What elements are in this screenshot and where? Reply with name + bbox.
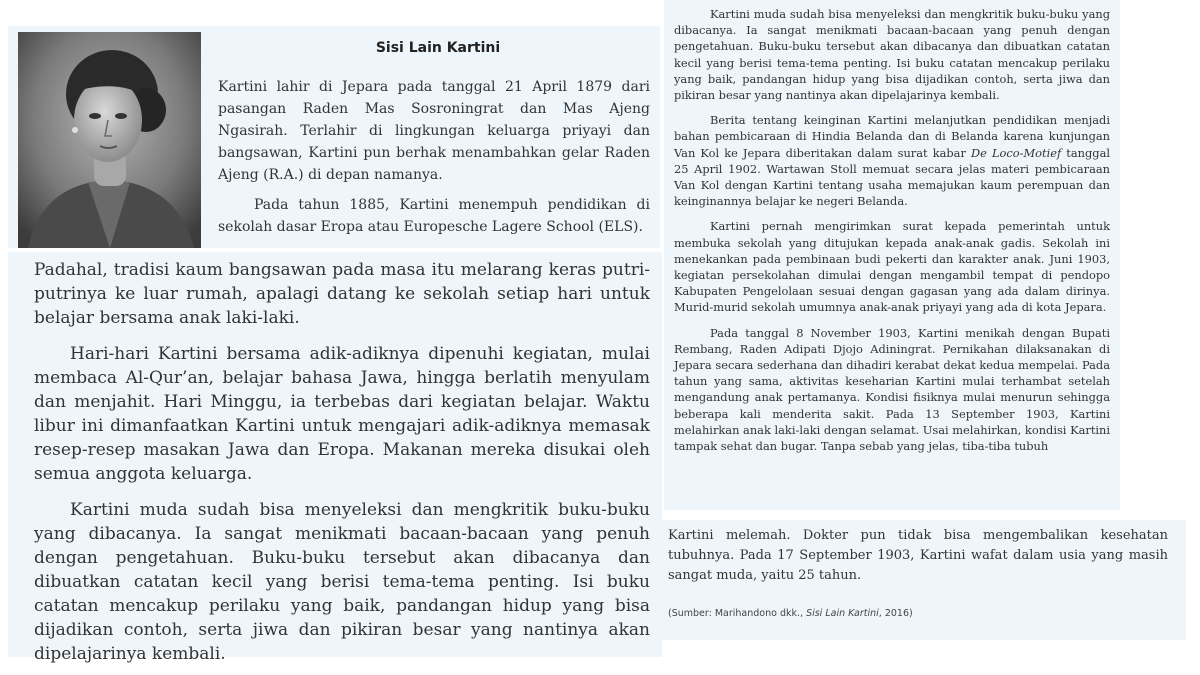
right-paragraph-4: Pada tanggal 8 November 1903, Kartini menikah dengan Bupati Rembang, Raden Adipati Djojo Adiningrat. Pernikahan dilaksanakan di Jepara secara sederhana dan dihadiri kerabat dekat kedua mempelai. Pada tahun yang sama, aktivitas keseharian Kartini mulai terhambat setelah mengandung anak pertamanya. Kondisi fisiknya mulai menurun sehingga beberapa kali menderita sakit. Pada 13 September 1903, Kartini melahirkan anak laki-laki dengan selamat. Usai melahirkan, kondisi Kartini tampak sehat dan bugar. Tanpa sebab yang jelas, tiba-tiba tubuh <box>674 325 1111 454</box>
intro-paragraph-2: Pada tahun 1885, Kartini menempuh pendidikan di sekolah dasar Eropa atau Europesche Lagere School (ELS). <box>218 197 650 235</box>
body-paragraph-1: Padahal, tradisi kaum bangsawan pada masa itu melarang keras putri-putrinya ke luar rumah, apalagi datang ke sekolah setiap hari untuk belajar bersama anak laki-laki. <box>34 260 650 328</box>
intro-text <box>218 76 650 238</box>
body-paragraph-3: Kartini muda sudah bisa menyeleksi dan mengkritik buku-buku yang dibacanya. Ia sangat menikmati bacaan-bacaan yang penuh dengan pengetahuan. Buku-buku tersebut akan dibacanya dan dibuatkan catatan kecil yang berisi tema-tema penting. Isi buku catatan mencakup perilaku yang baik, pandangan hidup yang bisa dijadikan contoh, serta jiwa dan pikiran besar yang nantinya akan dipelajarinya kembali. <box>34 500 650 664</box>
source-citation <box>668 608 1168 619</box>
right-paragraph-3: Kartini pernah mengirimkan surat kepada pemerintah untuk membuka sekolah yang ditujukan kepada anak-anak gadis. Sekolah ini menekankan pada pembinaan budi pekerti dan karakter anak. Juni 1903, kegiatan persekolahan dimulai dengan mengambil tempat di pendopo Kabupaten Pengelolaan sesuai dengan gagasan yang ada dalam dirinya. Murid-murid sekolah umumnya anak-anak priyayi yang ada di kota Jepara. <box>674 219 1110 315</box>
source-book-title: Sisi Lain Kartini <box>806 608 879 619</box>
right-paragraph-2 <box>674 112 1110 209</box>
main-text <box>34 258 650 666</box>
body-paragraph-2: Hari-hari Kartini bersama adik-adiknya dipenuhi kegiatan, mulai membaca Al-Qur’an, belajar bahasa Jawa, hingga berlatih menyulam dan menjahit. Hari Minggu, ia terbebas dari kegiatan belajar. Waktu libur ini dimanfaatkan Kartini untuk mengajari adik-adiknya memasak resep-resep masakan Jawa dan Eropa. Makanan mereka disukai oleh semua anggota keluarga. <box>34 344 650 484</box>
newspaper-name: De Loco-Motief <box>971 145 1062 160</box>
main-text-panel <box>8 252 662 664</box>
kartini-portrait-photo <box>18 32 201 248</box>
ending-panel <box>660 520 1186 640</box>
intro-panel <box>8 26 660 248</box>
source-prefix: (Sumber: Marihandono dkk., <box>668 608 807 619</box>
right-paragraph-2-start: Berita tentang keinginan Kartini melanjutkan pendidikan menjadi bahan pembicaraan di Hindia Belanda dan di Belanda karena kunjungan Van Kol ke Jepara diberitakan dalam surat kabar <box>674 113 1110 160</box>
right-paragraph-2-end: tanggal 25 April 1902. Wartawan Stoll memuat secara jelas materi pembicaraan Van Kol dengan Kartini tentang usaha memajukan kaum perempuan dan keinginannya belajar ke negeri Belanda. <box>674 145 1111 209</box>
right-column-panel <box>664 0 1120 510</box>
article-title: Sisi Lain Kartini <box>375 40 501 56</box>
portrait-illustration <box>18 32 201 248</box>
intro-paragraph-1: Kartini lahir di Jepara pada tanggal 21 April 1879 dari pasangan Raden Mas Sosroningrat dan Mas Ajeng Ngasirah. Terlahir di lingkungan keluarga priyayi dan bangsawan, Kartini pun berhak menambahkan gelar Raden Ajeng (R.A.) di depan namanya. <box>218 79 650 183</box>
right-paragraph-1: Kartini muda sudah bisa menyeleksi dan mengkritik buku-buku yang dibacanya. Ia sangat menikmati bacaan-bacaan yang penuh dengan pengetahuan. Buku-buku tersebut akan dibacanya dan dibuatkan catatan kecil yang berisi tema-tema penting. Isi buku catatan mencakup perilaku yang baik, pandangan hidup yang bisa dijadikan contoh, serta jiwa dan pikiran besar yang nantinya akan dipelajarinya kembali. <box>674 7 1110 103</box>
right-column-text <box>674 6 1110 454</box>
ending-paragraph: Kartini melemah. Dokter pun tidak bisa mengembalikan kesehatan tubuhnya. Pada 17 September 1903, Kartini wafat dalam usia yang masih sangat muda, yaitu 25 tahun. <box>668 528 1168 583</box>
source-suffix: , 2016) <box>878 608 913 619</box>
